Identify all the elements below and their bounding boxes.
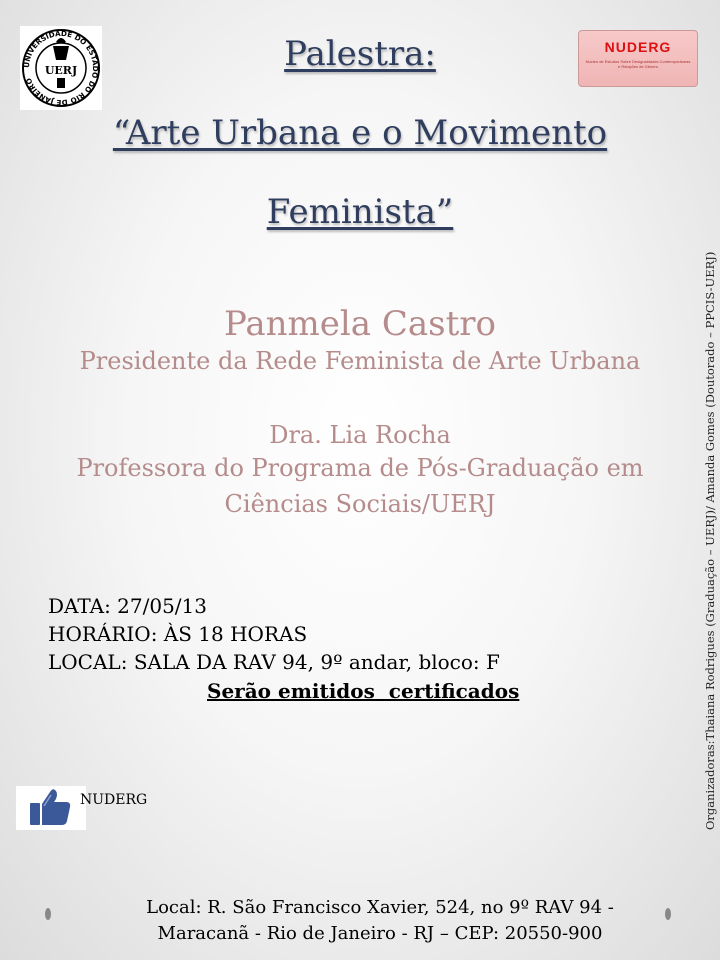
facebook-box[interactable] <box>16 786 86 830</box>
thumbs-up-icon <box>16 786 86 830</box>
event-place <box>48 650 500 674</box>
certificates-notice: Serão emitidos certificados <box>207 679 520 703</box>
event-place-label: LOCAL <box>48 650 121 674</box>
event-time-value: : ÀS 18 HORAS <box>150 622 308 646</box>
nuderg-logo-text: NUDERG <box>604 39 672 55</box>
event-place-value: : SALA DA RAV 94, 9º andar, bloco: F <box>120 650 500 674</box>
organizers-credit: Organizadoras:Thaiana Rodrigues (Graduação – UERJ)/ Amanda Gomes (Doutorado – PPCIS-UERJ) <box>703 251 717 830</box>
nuderg-logo-subtitle: Núcleo de Estudos Sobre Desigualdades Contemporâneas e Relações de Gênero <box>585 59 691 69</box>
event-date-label: DATA <box>48 594 105 618</box>
facebook-label[interactable]: NUDERG <box>80 792 148 808</box>
decorative-dot-right <box>665 908 671 920</box>
speaker-2-role-line-1: Professora do Programa de Pós-Graduação em <box>76 454 644 482</box>
speaker-2-role-line-2: Ciências Sociais/UERJ <box>224 490 496 518</box>
speaker-1-name: Panmela Castro <box>224 304 496 344</box>
footer-address <box>120 895 640 947</box>
event-time <box>48 622 307 646</box>
speaker-1-role: Presidente da Rede Feminista de Arte Urbana <box>79 347 641 375</box>
title-line-3: Feminista” <box>266 192 454 232</box>
title-line-2: “Arte Urbana e o Movimento <box>112 113 608 153</box>
uerj-ring-text: UNIVERSIDADE DO ESTADO DO RIO DE JANEIRO <box>21 28 101 108</box>
speaker-2-name: Dra. Lia Rocha <box>269 421 451 449</box>
event-time-label: HORÁRIO <box>48 622 151 646</box>
footer-line-1: Local: R. São Francisco Xavier, 524, no 9º RAV 94 - <box>146 897 614 918</box>
event-date <box>48 594 207 618</box>
uerj-logo-text: UERJ <box>44 64 78 77</box>
footer-line-2: Maracanã - Rio de Janeiro - RJ – CEP: 20550-900 <box>157 923 603 944</box>
decorative-dot-left <box>45 908 51 920</box>
title-line-1: Palestra: <box>284 34 436 74</box>
event-date-value: : 27/05/13 <box>104 594 207 618</box>
